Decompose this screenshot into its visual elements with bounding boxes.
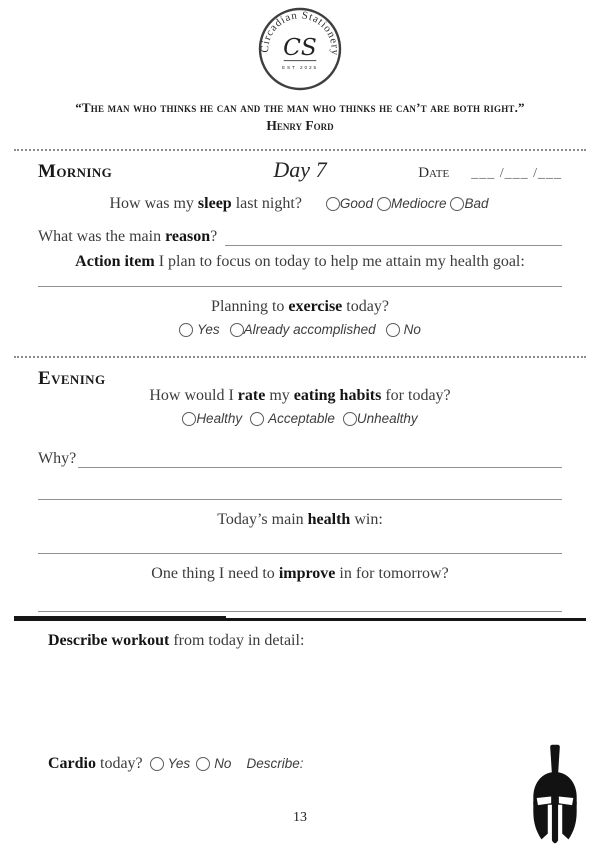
health-win-fill-line[interactable] [38, 553, 562, 554]
radio-eating-acceptable-label: Acceptable [268, 411, 335, 426]
action-fill-line[interactable] [38, 286, 562, 287]
radio-cardio-yes-label: Yes [167, 756, 191, 771]
date-fill-blanks[interactable]: ___ /___ /___ [471, 166, 562, 181]
reason-fill-line[interactable] [225, 228, 562, 246]
quote-author: Henry Ford [266, 118, 334, 133]
radio-eating-unhealthy[interactable] [343, 412, 357, 426]
radio-exercise-yes[interactable] [179, 323, 193, 337]
why-label: Why? [38, 450, 77, 467]
eating-options-row [38, 410, 562, 428]
day-title: Day 7 [273, 157, 327, 182]
improve-fill-line[interactable] [38, 611, 562, 612]
page-number: 13 [293, 810, 307, 825]
radio-sleep-bad-label: Bad [464, 196, 489, 211]
radio-exercise-already[interactable] [230, 323, 244, 337]
radio-sleep-good-label: Good [339, 196, 373, 211]
radio-sleep-mediocre-label: Mediocre [390, 196, 447, 211]
action-item-text: Action item I plan to focus on today to help me attain my health goal: [75, 253, 525, 270]
radio-exercise-yes-label: Yes [197, 322, 220, 337]
radio-eating-healthy[interactable] [182, 412, 196, 426]
radio-sleep-bad[interactable] [450, 197, 464, 211]
logo-est-text: EST 2025 [281, 66, 319, 72]
radio-exercise-no[interactable] [386, 323, 400, 337]
logo-monogram: CS [283, 34, 317, 62]
why-fill-line-2[interactable] [38, 499, 562, 500]
brand-logo [38, 6, 562, 97]
dotted-divider-evening [14, 356, 586, 358]
logo-arc-text: Circadian Stationery [259, 9, 341, 57]
radio-cardio-no-label: No [214, 756, 232, 771]
radio-sleep-good[interactable] [326, 197, 340, 211]
radio-exercise-already-label: Already accomplished [243, 322, 376, 337]
section-evening-heading: Evening [38, 368, 106, 389]
radio-sleep-mediocre[interactable] [377, 197, 391, 211]
health-win-text: Today’s main health win: [217, 511, 383, 528]
brand-logo-stamp [257, 6, 343, 92]
radio-eating-healthy-label: Healthy [196, 411, 243, 426]
cardio-row [38, 755, 562, 773]
radio-eating-acceptable[interactable] [250, 412, 264, 426]
improve-question: One thing I need to improve in for tomorrow? [151, 565, 449, 582]
cardio-describe-label: Describe: [246, 756, 304, 771]
eating-question: How would I rate my eating habits for today? [149, 387, 451, 404]
cardio-question: Cardio today? [48, 755, 143, 772]
dotted-divider-top [14, 149, 586, 151]
section-divider [14, 618, 586, 621]
radio-eating-unhealthy-label: Unhealthy [356, 411, 418, 426]
radio-cardio-yes[interactable] [150, 757, 164, 771]
radio-cardio-no[interactable] [196, 757, 210, 771]
reason-question: What was the main reason? [38, 228, 218, 245]
radio-exercise-no-label: No [403, 322, 421, 337]
spartan-helmet-icon [526, 744, 584, 850]
section-morning-heading: Morning [38, 161, 113, 182]
quote-text: “The man who thinks he can and the man who thinks he can’t are both right.” [75, 100, 525, 115]
sleep-question: How was my sleep last night? [109, 195, 302, 212]
describe-workout-text: Describe workout from today in detail: [48, 632, 305, 649]
exercise-options-row [38, 321, 562, 339]
date-label: Date [418, 165, 450, 181]
why-fill-line[interactable] [78, 450, 562, 468]
workout-writing-area[interactable] [38, 650, 562, 755]
sleep-question-row [38, 195, 562, 213]
exercise-question: Planning to exercise today? [211, 298, 389, 315]
